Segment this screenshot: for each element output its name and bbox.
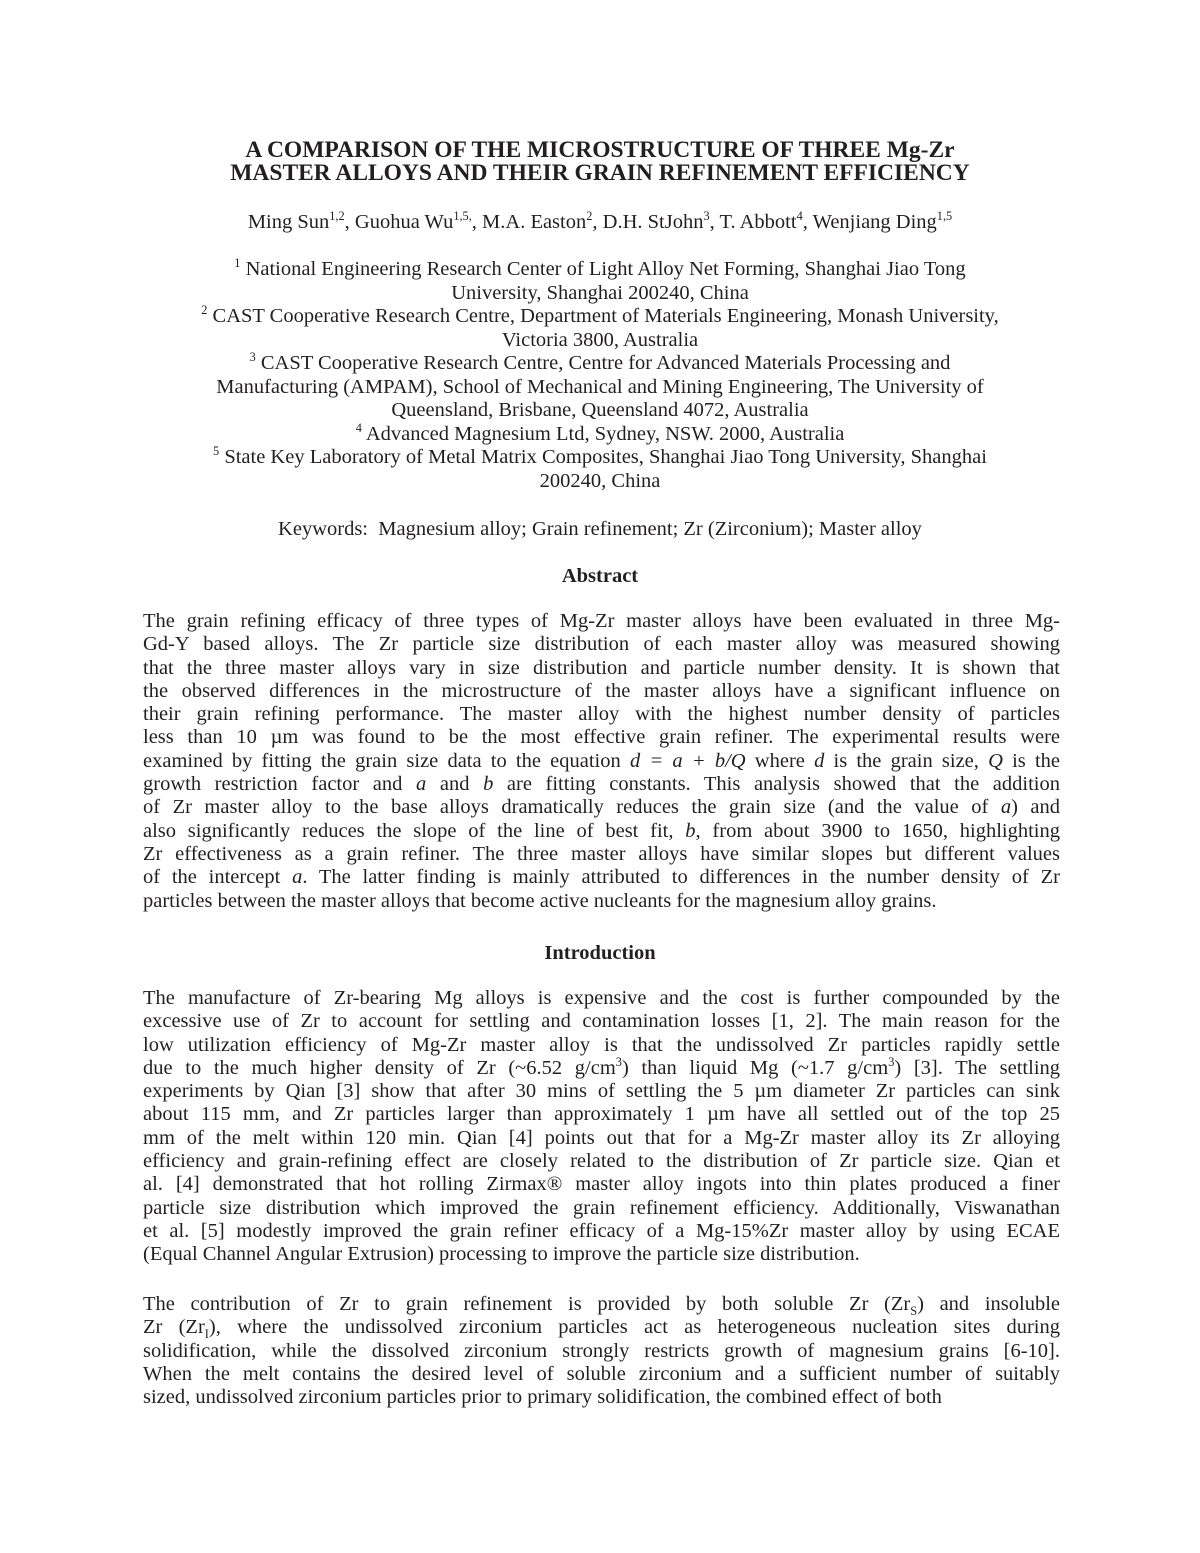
- author-affiliation-mark: 4: [796, 209, 803, 224]
- text-run: sized, undissolved zirconium particles prior to primary solidification, the combined effect of both: [143, 1386, 942, 1409]
- text-line: [143, 987, 1060, 1010]
- italic-term: b: [685, 819, 696, 842]
- author: [813, 211, 953, 233]
- text-run: Gd-Y based alloys. The Zr particle size distribution of each master alloy was measured showing: [143, 633, 1060, 656]
- text-run: efficiency and grain-refining effect are closely related to the distribution of Zr particle size. Qian et: [143, 1150, 1060, 1173]
- affiliation-text: State Key Laboratory of Metal Matrix Composites, Shanghai Jiao Tong University, Shanghai: [224, 446, 987, 468]
- affiliation: [120, 258, 1080, 305]
- affiliation-list: [120, 258, 1080, 493]
- text-line: [143, 657, 1060, 680]
- author: [355, 211, 472, 233]
- text-run: experiments by Qian [3] show that after 30 mins of settling the 5 µm diameter Zr particles can sink: [143, 1080, 1060, 1103]
- abstract-paragraph: [143, 610, 1060, 913]
- affiliation: [120, 352, 1080, 423]
- affiliation-number: 5: [213, 444, 220, 459]
- affiliation-number: 3: [249, 350, 256, 365]
- affiliation-number: 1: [234, 256, 241, 271]
- text-line: [143, 1293, 1060, 1319]
- text-run: . The latter finding is mainly attributed to differences in the number density of Zr: [302, 866, 1060, 889]
- affiliation-text: National Engineering Research Center of Light Alloy Net Forming, Shanghai Jiao Tong: [245, 258, 966, 280]
- author-list: Ming Sun$^{1,2}$, Guohua $Wu^{1,5,}$, M.A. Easton$^2$, D.H. StJohn$^3$, T. Abbott$^4$, Wenjiang Ding$^{1,5}$: [247, 209, 953, 233]
- author: [720, 211, 803, 233]
- text-run: low utilization efficiency of Mg-Zr master alloy is that the undissolved Zr particles rapidly settle: [143, 1033, 1060, 1056]
- text-run: particle size distribution which improved the grain refinement efficiency. Additionally, Viswanathan: [143, 1196, 1060, 1219]
- affiliation-line: [120, 470, 1080, 494]
- title-line: A COMPARISON OF THE MICROSTRUCTURE OF THREE Mg-Zr: [245, 137, 955, 163]
- text-run: of the intercept: [143, 866, 293, 889]
- introduction-paragraph-1: [143, 987, 1060, 1267]
- affiliation-line: [120, 446, 1080, 470]
- text-line: [143, 680, 1060, 703]
- text-run: ) than liquid Mg (~1.7 g/cm: [621, 1056, 889, 1079]
- subscript: I: [204, 1327, 209, 1342]
- text-run: due to the much higher density of Zr (~6.52 g/cm: [143, 1056, 616, 1079]
- text-run: The manufacture of Zr-bearing Mg alloys is expensive and the cost is further compounded by the: [143, 987, 1060, 1009]
- text-run: mm of the melt within 120 min. Qian [4] points out that for a Mg-Zr master alloy its Zr alloying: [143, 1126, 1060, 1149]
- affiliation-number: 2: [201, 303, 208, 318]
- text-run: , from about 3900 to 1650, highlighting: [695, 819, 1060, 842]
- author-affiliation-mark: 1,5: [936, 209, 953, 224]
- affiliation-text: University, Shanghai 200240, China: [451, 281, 749, 304]
- text-line: [143, 843, 1060, 866]
- keywords-text: Magnesium alloy; Grain refinement; Zr (Zirconium); Master alloy: [378, 518, 922, 540]
- text-run: ) and: [1011, 796, 1060, 819]
- introduction-heading: Introduction: [544, 942, 656, 964]
- author-name: Guohua Wu: [354, 211, 454, 233]
- italic-term: a: [416, 773, 427, 796]
- text-run: (Equal Channel Angular Extrusion) processing to improve the particle size distribution.: [143, 1243, 860, 1266]
- affiliation-text: 200240, China: [539, 469, 661, 492]
- text-line: [143, 1363, 1060, 1386]
- text-run: solidification, while the dissolved zirconium strongly restricts growth of magnesium grains [6-10].: [143, 1339, 1060, 1362]
- text-run: examined by fitting the grain size data to the equation: [143, 749, 630, 772]
- author-affiliation-mark: 3: [703, 209, 710, 224]
- affiliation-line: [120, 420, 1080, 447]
- affiliation-text: Queensland, Brisbane, Queensland 4072, Australia: [391, 399, 809, 421]
- text-run: less than 10 µm was found to be the most effective grain refiner. The experimental results were: [143, 726, 1060, 749]
- paper-title: [120, 139, 1080, 185]
- text-run: When the melt contains the desired level of soluble zirconium and a sufficient number of suitably: [143, 1362, 1060, 1385]
- text-run: ) and insoluble: [917, 1293, 1060, 1315]
- text-line: [143, 1243, 1060, 1266]
- italic-term: b: [483, 773, 494, 796]
- text-line: [143, 890, 1060, 913]
- text-line: [143, 1057, 1060, 1080]
- keywords: [120, 517, 1080, 541]
- affiliation-text: Victoria 3800, Australia: [501, 328, 699, 351]
- text-line: [143, 726, 1060, 749]
- text-line: [143, 633, 1060, 656]
- text-run: that the three master alloys vary in size distribution and particle number density. It is shown that: [143, 656, 1060, 679]
- text-run: Zr effectiveness as a grain refiner. The three master alloys have similar slopes but different values: [143, 842, 1060, 865]
- text-line: [143, 1010, 1060, 1033]
- text-line: [143, 773, 1060, 796]
- affiliation-text: CAST Cooperative Research Centre, Centre for Advanced Materials Processing and: [260, 352, 951, 374]
- author-affiliation-mark: 1,5,: [453, 209, 472, 224]
- affiliation: [120, 420, 1080, 447]
- text-run: The grain refining efficacy of three types of Mg-Zr master alloys have been evaluated in three Mg-: [143, 610, 1060, 632]
- author: [482, 211, 592, 233]
- author-affiliation-mark: 1,2: [329, 209, 345, 224]
- affiliation-text: Advanced Magnesium Ltd, Sydney, NSW. 2000, Australia: [365, 422, 845, 445]
- affiliation-text: CAST Cooperative Research Centre, Department of Materials Engineering, Monash University,: [212, 305, 999, 327]
- subscript: S: [910, 1304, 918, 1319]
- affiliation-line: [120, 329, 1080, 353]
- author-name: M.A. Easton: [482, 211, 587, 233]
- text-run: ) [3]. The settling: [894, 1056, 1061, 1079]
- affiliation-line: [120, 305, 1080, 329]
- title-line: MASTER ALLOYS AND THEIR GRAIN REFINEMENT EFFICIENCY: [230, 160, 970, 186]
- affiliation-line: [120, 376, 1080, 400]
- affiliation-line: [120, 282, 1080, 306]
- abstract-heading: Abstract: [561, 565, 639, 587]
- author-affiliation-mark: 2: [586, 209, 593, 224]
- italic-term: a: [292, 866, 303, 889]
- superscript: 3: [615, 1055, 622, 1070]
- author-name: Ming Sun: [247, 211, 330, 233]
- italic-term: d = a + b/Q: [629, 749, 746, 772]
- text-line: [143, 1034, 1060, 1057]
- text-run: particles between the master alloys that become active nucleants for the magnesium alloy grains.: [143, 889, 937, 912]
- superscript: 3: [888, 1055, 895, 1070]
- text-run: is the: [1002, 749, 1060, 772]
- affiliation: [120, 446, 1080, 493]
- text-line: [143, 820, 1060, 843]
- text-run: their grain refining performance. The master alloy with the highest number density of particles: [143, 703, 1060, 726]
- text-run: is the grain size,: [824, 749, 989, 772]
- italic-term: d: [814, 749, 825, 772]
- text-line: [143, 1220, 1060, 1243]
- text-line: [143, 1103, 1060, 1126]
- author-name: D.H. StJohn: [602, 211, 704, 233]
- text-run: and: [426, 773, 484, 796]
- text-run: about 115 mm, and Zr particles larger than approximately 1 µm have all settled out of the top 25: [143, 1103, 1060, 1126]
- text-run: The contribution of Zr to grain refinement is provided by both soluble Zr (Zr: [143, 1293, 911, 1315]
- text-line: [143, 610, 1060, 633]
- text-run: where: [745, 749, 815, 772]
- text-run: ), where the undissolved zirconium particles act as heterogeneous nucleation sites during: [208, 1316, 1060, 1339]
- affiliation-line: [120, 399, 1080, 423]
- author: [603, 211, 710, 233]
- text-line: [143, 1173, 1060, 1196]
- text-line: [143, 1150, 1060, 1173]
- text-line: [143, 796, 1060, 819]
- text-run: are fitting constants. This analysis showed that the addition: [493, 773, 1060, 796]
- text-line: [143, 866, 1060, 889]
- text-line: [143, 703, 1060, 726]
- affiliation-number: 4: [355, 420, 362, 435]
- author-name: T. Abbott: [719, 211, 797, 233]
- text-run: excessive use of Zr to account for settling and contamination losses [1, 2]. The main reason for the: [143, 1010, 1060, 1033]
- text-line: [143, 750, 1060, 773]
- affiliation-text: Manufacturing (AMPAM), School of Mechanical and Mining Engineering, The University of: [216, 375, 984, 398]
- author-name: Wenjiang Ding: [812, 211, 937, 233]
- text-line: [143, 1127, 1060, 1150]
- italic-term: Q: [988, 749, 1003, 772]
- text-run: growth restriction factor and: [143, 773, 416, 796]
- text-line: [143, 1386, 1060, 1409]
- text-line: [143, 1080, 1060, 1103]
- keywords-label: Keywords:: [278, 518, 369, 540]
- text-line: [143, 1197, 1060, 1220]
- introduction-paragraph-2: [143, 1293, 1060, 1409]
- text-line: [143, 1316, 1060, 1342]
- text-run: of Zr master alloy to the base alloys dramatically reduces the grain size (and the value of: [143, 796, 1001, 819]
- italic-term: a: [1000, 796, 1012, 819]
- text-line: [143, 1340, 1060, 1363]
- author: [248, 211, 345, 233]
- affiliation: [120, 305, 1080, 352]
- affiliation-line: [120, 352, 1080, 376]
- affiliation-line: [120, 258, 1080, 282]
- text-run: al. [4] demonstrated that hot rolling Zirmax® master alloy ingots into thin plates produced a finer: [143, 1173, 1060, 1196]
- text-run: et al. [5] modestly improved the grain refiner efficacy of a Mg-15%Zr master alloy by using ECAE: [143, 1219, 1060, 1242]
- text-run: the observed differences in the microstructure of the master alloys have a significant influence on: [143, 679, 1060, 702]
- text-run: Zr (Zr: [143, 1316, 205, 1339]
- text-run: also significantly reduces the slope of the line of best fit,: [143, 819, 686, 842]
